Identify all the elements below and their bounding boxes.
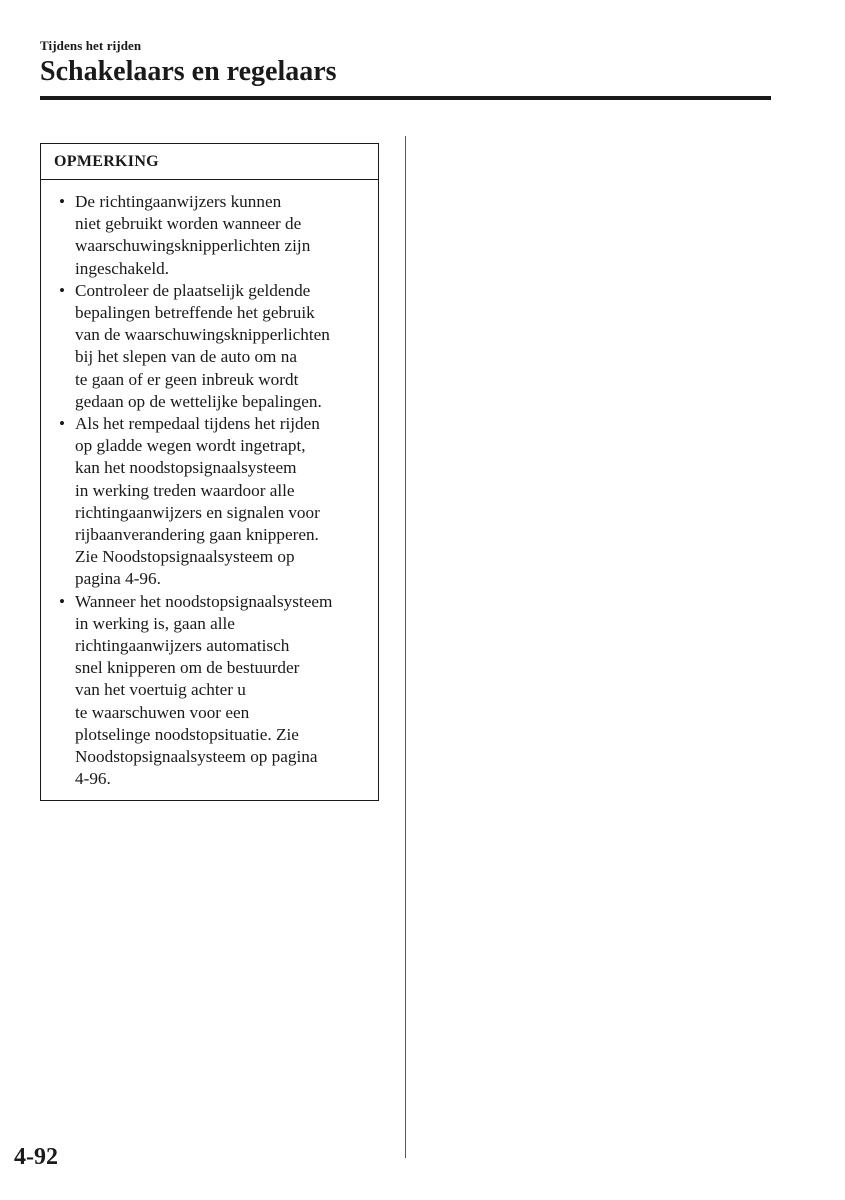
note-line: kan het noodstopsignaalsysteem (75, 458, 297, 478)
note-line: van de waarschuwingsknipperlichten (75, 325, 330, 345)
note-line: Controleer de plaatselijk geldende (75, 280, 311, 300)
note-line: Noodstopsignaalsysteem op pagina (75, 747, 318, 767)
note-line: richtingaanwijzers automatisch (75, 636, 290, 656)
note-line: in werking is, gaan alle (75, 613, 235, 633)
note-line: Zie Noodstopsignaalsysteem op (75, 547, 295, 567)
note-line: Als het rempedaal tijdens het rijden (75, 414, 320, 434)
note-item (57, 191, 374, 280)
note-line: in werking treden waardoor alle (75, 480, 295, 500)
note-list (57, 191, 374, 790)
page-title: Schakelaars en regelaars (40, 56, 337, 87)
note-line: niet gebruikt worden wanneer de (75, 214, 302, 234)
section-label: Tijdens het rijden (40, 38, 142, 53)
note-line: De richtingaanwijzers kunnen (75, 192, 282, 211)
note-line: snel knipperen om de bestuurder (75, 658, 300, 678)
note-line: ingeschakeld. (75, 258, 170, 278)
note-box (40, 143, 379, 801)
note-line: rijbaanverandering gaan knipperen. (75, 525, 319, 545)
page-number: 4-92 (14, 1144, 58, 1170)
note-line: 4-96. (75, 769, 111, 789)
bullet-icon: • (59, 414, 66, 434)
note-line: bij het slepen van de auto om na (75, 347, 297, 367)
note-item (57, 413, 374, 591)
bullet-icon: • (59, 280, 66, 300)
note-line: bepalingen betreffende het gebruik (75, 303, 315, 323)
note-line: Wanneer het noodstopsignaalsysteem (75, 591, 333, 611)
note-line: plotselinge noodstopsituatie. Zie (75, 724, 299, 744)
note-line: van het voertuig achter u (75, 680, 246, 700)
note-line: te gaan of er geen inbreuk wordt (75, 369, 299, 389)
title-rule (40, 96, 771, 100)
note-heading: OPMERKING (41, 144, 378, 180)
column-divider (405, 136, 406, 1158)
note-line: op gladde wegen wordt ingetrapt, (75, 436, 306, 456)
bullet-icon: • (59, 192, 66, 211)
note-line: richtingaanwijzers en signalen voor (75, 502, 320, 522)
note-body (41, 180, 378, 790)
note-item (57, 280, 374, 413)
note-item (57, 591, 374, 791)
note-line: te waarschuwen voor een (75, 702, 250, 722)
note-line: waarschuwingsknipperlichten zijn (75, 236, 311, 256)
bullet-icon: • (59, 591, 66, 611)
note-line: gedaan op de wettelijke bepalingen. (75, 391, 322, 411)
note-line: pagina 4-96. (75, 569, 161, 589)
